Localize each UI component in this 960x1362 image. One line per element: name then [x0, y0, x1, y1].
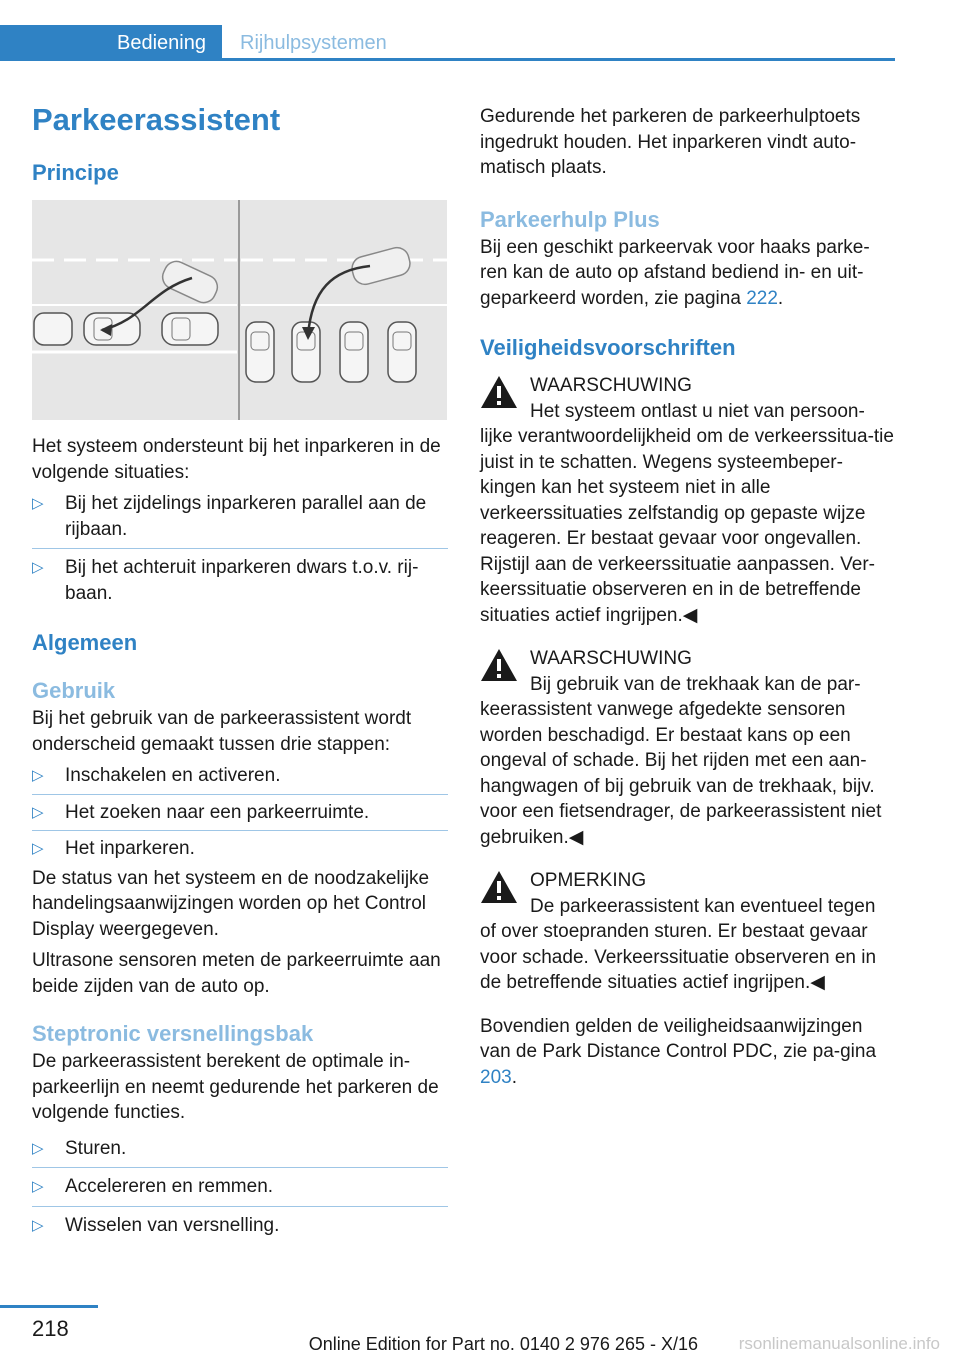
list-item: ▷ Wisselen van versnelling.	[32, 1206, 448, 1239]
list-item: ▷ Bij het zijdelings inparkeren parallel aan de rijbaan.	[32, 493, 427, 540]
header-tabs	[0, 25, 895, 61]
functions-list	[32, 1136, 448, 1239]
triangle-bullet-icon: ▷	[32, 803, 44, 821]
page-link-203[interactable]: 203	[480, 1066, 512, 1088]
warning-body: lijke verantwoordelijkheid om de verkeerssitua-tie juist in te schatten. Wegens systeembeper-kingen kan het systeem niet in alle verkeerssituaties zelfstandig op gepaste wijze reageren. Er bestaat gevaar voor ongevallen. Rijstijl aan de verkeerssituatie aanpassen. Ver-keerssituatie observeren en in de betreffende situaties actief ingrijpen.◀	[480, 426, 894, 626]
situations-list	[32, 491, 448, 606]
note-first-line: De parkeerassistent kan eventueel tegen	[530, 895, 876, 917]
intro-text-right: Gedurende het parkeren de parkeerhulptoets ingedrukt houden. Het inparkeren vindt auto-matisch plaats.	[480, 106, 861, 178]
list-item: ▷ Inschakelen en activeren.	[32, 763, 448, 794]
warning-first-line: Het systeem ontlast u niet van persoon-	[530, 400, 865, 422]
tab-bediening[interactable]: Bediening	[0, 25, 222, 61]
gebruik-heading: Gebruik	[32, 678, 116, 703]
algemeen-heading: Algemeen	[32, 630, 138, 655]
list-item: ▷ Het zoeken naar een parkeerruimte.	[32, 794, 448, 831]
list-item: ▷ Het inparkeren.	[32, 830, 448, 862]
triangle-bullet-icon: ▷	[32, 1178, 44, 1195]
warning-triangle-icon	[480, 870, 518, 904]
footer-accent-line	[0, 1305, 98, 1308]
warning-triangle-icon	[480, 375, 518, 409]
principe-heading: Principe	[32, 160, 119, 185]
parkeerhulp-heading: Parkeerhulp Plus	[480, 206, 660, 232]
page-link-222[interactable]: 222	[746, 287, 778, 309]
gebruik-text: Bij het gebruik van de parkeerassistent wordt onderscheid gemaakt tussen drie stappen:	[32, 708, 412, 755]
page-number: 218	[32, 1316, 69, 1341]
warning-block-1	[480, 373, 896, 628]
page-title: Parkeerassistent	[32, 102, 281, 137]
edition-text: Online Edition for Part no. 0140 2 976 265 - X/16	[308, 1334, 698, 1354]
list-item: ▷ Accelereren en remmen.	[32, 1167, 448, 1206]
triangle-bullet-icon: ▷	[32, 495, 44, 512]
left-column	[32, 100, 448, 1238]
ultrasone-text: Ultrasone sensoren meten de parkeerruimte aan beide zijden van de auto op.	[32, 950, 441, 997]
pdc-text: Bovendien gelden de veiligheidsaanwijzingen van de Park Distance Control PDC, zie pa-gina 203.	[480, 1015, 877, 1088]
triangle-bullet-icon: ▷	[32, 767, 44, 784]
list-item: ▷ Sturen.	[32, 1136, 448, 1168]
note-label: OPMERKING	[530, 870, 647, 891]
warning-block-2	[480, 646, 896, 850]
warning-first-line: Bij gebruik van de trekhaak kan de par-	[530, 673, 861, 695]
note-block	[480, 868, 896, 996]
warning-label: WAARSCHUWING	[530, 648, 692, 669]
safety-heading: Veiligheidsvoorschriften	[480, 335, 736, 360]
tab-rijhulpsystemen[interactable]: Rijhulpsystemen	[240, 32, 387, 54]
right-column	[480, 104, 896, 1090]
triangle-bullet-icon: ▷	[32, 1139, 44, 1157]
intro-text: Het systeem ondersteunt bij het inparkeren in de volgende situaties:	[32, 436, 441, 483]
warning-triangle-icon	[480, 648, 518, 682]
watermark: rsonlinemanualsonline.info	[738, 1334, 940, 1353]
warning-label: WAARSCHUWING	[530, 375, 692, 396]
steptronic-text: De parkeerassistent berekent de optimale in-parkeerlijn en neemt gedurende het parkeren de volgende functies.	[32, 1051, 439, 1123]
triangle-bullet-icon: ▷	[32, 1216, 44, 1234]
parkeerhulp-text: Bij een geschikt parkeervak voor haaks parke-ren kan de auto op afstand bediend in- en uit-geparkeerd worden, zie pagina 222.	[480, 236, 870, 309]
warning-body: keerassistent vanwege afgedekte sensoren worden beschadigd. Er bestaat kans op een ongeval of schade. Bij het rijden met een aan-hangwagen of bij gebruik van de trekhaak, bijv. voor een fietsendrager, de parkeerassistent niet gebruiken.◀	[480, 699, 882, 848]
parking-diagram	[32, 200, 447, 420]
list-item: ▷ Bij het achteruit inparkeren dwars t.o.v. rij-baan.	[32, 548, 448, 606]
triangle-bullet-icon: ▷	[32, 840, 44, 857]
triangle-bullet-icon: ▷	[32, 559, 44, 576]
parking-illustration	[32, 200, 447, 420]
status-text: De status van het systeem en de noodzakelijke handelingsaanwijzingen worden op het Control Display weergegeven.	[32, 867, 430, 940]
steps-list	[32, 763, 448, 862]
note-body: of over stoepranden sturen. Er bestaat gevaar voor schade. Verkeerssituatie observeren en in de betreffende situaties actief ingrijpen.◀	[480, 921, 877, 993]
steptronic-heading: Steptronic versnellingsbak	[32, 1021, 314, 1046]
